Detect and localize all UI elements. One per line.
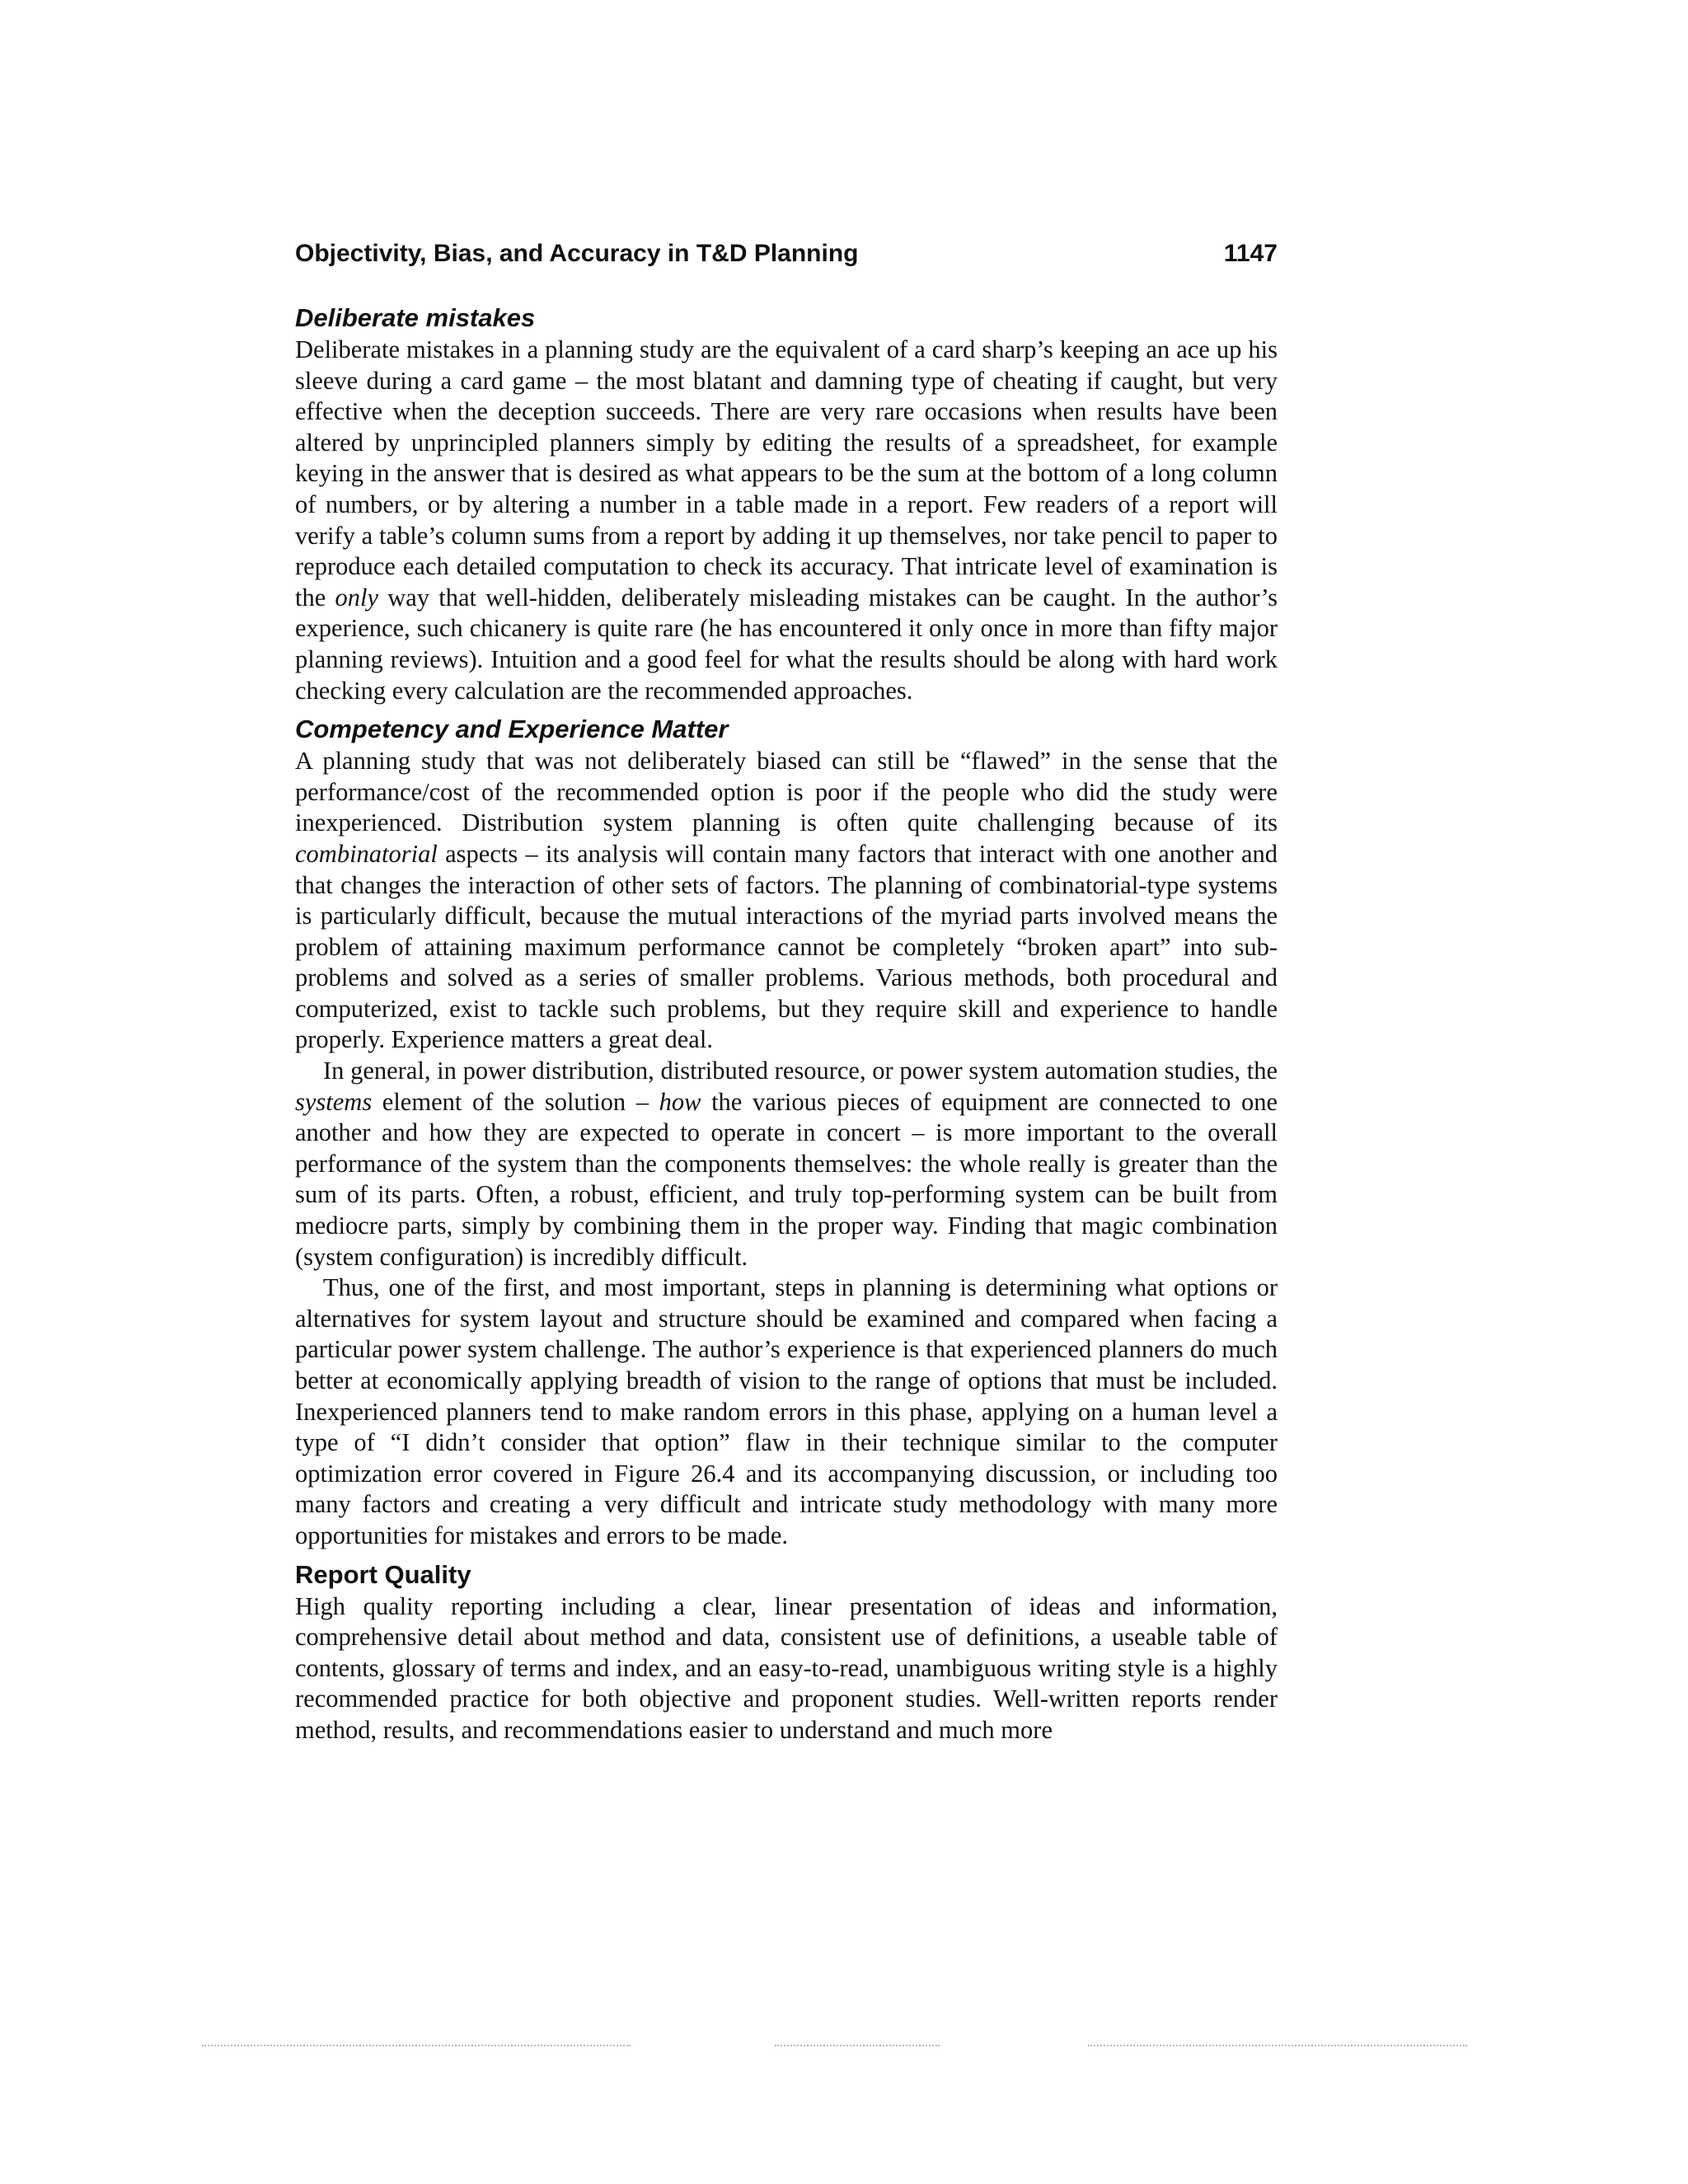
running-head: [295, 239, 1278, 269]
emphasis-how: how: [659, 1087, 701, 1116]
paragraph-competency-2: [295, 1056, 1278, 1272]
emphasis-combinatorial: combinatorial: [295, 839, 438, 868]
section-heading-competency: Competency and Experience Matter: [295, 715, 729, 744]
scan-artifact-line-middle: [775, 2045, 940, 2046]
emphasis-systems: systems: [295, 1087, 373, 1116]
running-head-title: Objectivity, Bias, and Accuracy in T&D Planning: [295, 240, 859, 267]
page-number: 1147: [1223, 240, 1278, 267]
text-run: element of the solution –: [372, 1087, 659, 1116]
scan-artifact-line-left: [202, 2045, 631, 2046]
text-run: In general, in power distribution, distributed resource, or power system automation studies, the: [323, 1057, 1278, 1085]
paragraph-competency-3: [295, 1272, 1278, 1551]
paragraph-report-quality: [295, 1591, 1278, 1746]
paragraph-deliberate-mistakes: [295, 335, 1278, 706]
text-run: way that well-hidden, deliberately misleading mistakes can be caught. In the author’s experience, such chicanery is quite rare (he has encountered it only once in more than fifty major planning reviews). Intuition and a good feel for what the results should be along with hard work checking every calculation are the recommended approaches.: [295, 583, 1278, 705]
text-run: Deliberate mistakes in a planning study are the equivalent of a card sharp’s keeping an ace up his sleeve during a card game – the most blatant and damning type of cheating if caught, but very effective when the deception succeeds. There are very rare occasions when results have been altered by unprincipled planners simply by editing the results of a spreadsheet, for example keying in the answer that is desired as what appears to be the sum at the bottom of a long column of numbers, or by altering a number in a table made in a report. Few readers of a report will verify a table’s column sums from a report by adding it up themselves, nor take pencil to paper to reproduce each detailed computation to check its accuracy. That intricate level of examination is the: [295, 335, 1278, 612]
text-run: A planning study that was not deliberately biased can still be “flawed” in the sense that the performance/cost of the recommended option is poor if the people who did the study were inexperienced. Distribution system planning is often quite challenging because of its: [295, 747, 1278, 837]
text-run: High quality reporting including a clear, linear presentation of ideas and information, comprehensive detail about method and data, consistent use of definitions, a useable table of contents, glossary of terms and index, and an easy-to-read, unambiguous writing style is a highly recommended practice for both objective and proponent studies. Well-written reports render method, results, and recommendations easier to understand and much more: [295, 1591, 1278, 1744]
scan-artifact-line-right: [1088, 2045, 1467, 2046]
text-run: Thus, one of the first, and most important, steps in planning is determining what options or alternatives for system layout and structure should be examined and compared when facing a particular power system challenge. The author’s experience is that experienced planners do much better at economically applying breadth of vision to the range of options that must be included. Inexperienced planners tend to make random errors in this phase, applying on a human level a type of “I didn’t consider that option” flaw in their technique similar to the computer optimization error covered in Figure 26.4 and its accompanying discussion, or including too many factors and creating a very difficult and intricate study methodology with many more opportunities for mistakes and errors to be made.: [295, 1273, 1278, 1549]
section-heading-deliberate-mistakes: Deliberate mistakes: [295, 303, 536, 332]
paragraph-competency-1: [295, 746, 1278, 1056]
section-heading-report-quality: Report Quality: [295, 1559, 471, 1589]
book-page: [295, 239, 1278, 1746]
text-run: aspects – its analysis will contain many factors that interact with one another and that changes the interaction of other sets of factors. The planning of combinatorial-type systems is particularly difficult, because the mutual interactions of the myriad parts involved means the problem of attaining maximum performance cannot be completely “broken apart” into sub-problems and solved as a series of smaller problems. Various methods, both procedural and computerized, exist to tackle such problems, but they require skill and experience to handle properly. Experience matters a great deal.: [295, 839, 1278, 1054]
emphasis-only: only: [335, 583, 378, 612]
text-run: the various pieces of equipment are connected to one another and how they are expected to operate in concert – is more important to the overall performance of the system than the components themselves: the whole really is greater than the sum of its parts. Often, a robust, efficient, and truly top-performing system can be built from mediocre parts, simply by combining them in the proper way. Finding that magic combination (system configuration) is incredibly difficult.: [295, 1087, 1278, 1271]
